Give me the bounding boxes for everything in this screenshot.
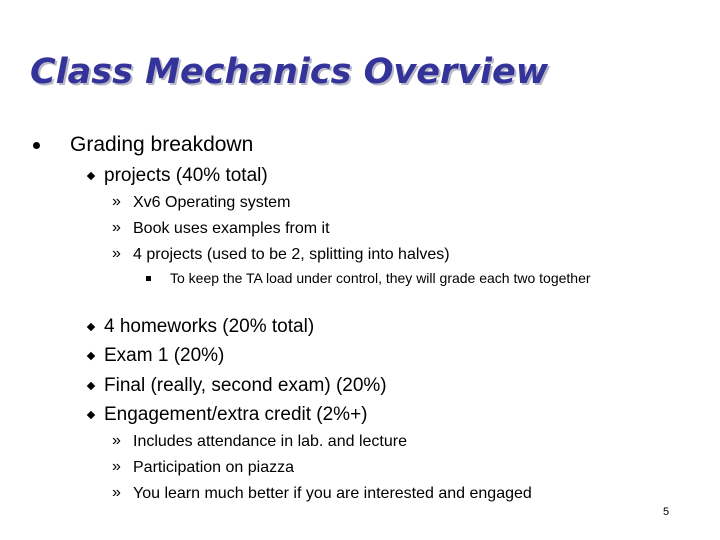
project-subitem: 4 projects (used to be 2, splitting into halves) bbox=[133, 246, 450, 263]
bullet-diamond-icon bbox=[87, 323, 95, 331]
raquo-marker-icon: » bbox=[112, 193, 121, 210]
bullet-diamond-icon bbox=[87, 352, 95, 360]
raquo-marker-icon: » bbox=[112, 484, 121, 501]
engagement-subitem: Includes attendance in lab. and lecture bbox=[133, 433, 407, 450]
grading-item: Engagement/extra credit (2%+) bbox=[104, 404, 368, 425]
grading-item: Exam 1 (20%) bbox=[104, 345, 225, 366]
raquo-marker-icon: » bbox=[112, 245, 121, 262]
grading-item: Final (really, second exam) (20%) bbox=[104, 375, 387, 396]
engagement-subitem: Participation on piazza bbox=[133, 459, 294, 476]
bullet-dot-icon bbox=[33, 142, 40, 149]
slide-title: Class Mechanics Overview bbox=[30, 52, 549, 92]
grading-breakdown-text: Grading breakdown bbox=[70, 133, 254, 156]
bullet-diamond-icon bbox=[87, 172, 95, 180]
projects-text: projects (40% total) bbox=[104, 165, 268, 186]
project-subitem: Book uses examples from it bbox=[133, 220, 330, 237]
grading-item: 4 homeworks (20% total) bbox=[104, 316, 315, 337]
raquo-marker-icon: » bbox=[112, 458, 121, 475]
raquo-marker-icon: » bbox=[112, 219, 121, 236]
page-number: 5 bbox=[663, 506, 670, 518]
ta-note-text: To keep the TA load under control, they will grade each two together bbox=[170, 270, 591, 286]
project-subitem: Xv6 Operating system bbox=[133, 194, 291, 211]
bullet-diamond-icon bbox=[87, 411, 95, 419]
raquo-marker-icon: » bbox=[112, 432, 121, 449]
engagement-subitem: You learn much better if you are interested and engaged bbox=[133, 485, 532, 502]
bullet-square-icon bbox=[146, 276, 151, 281]
bullet-diamond-icon bbox=[87, 382, 95, 390]
